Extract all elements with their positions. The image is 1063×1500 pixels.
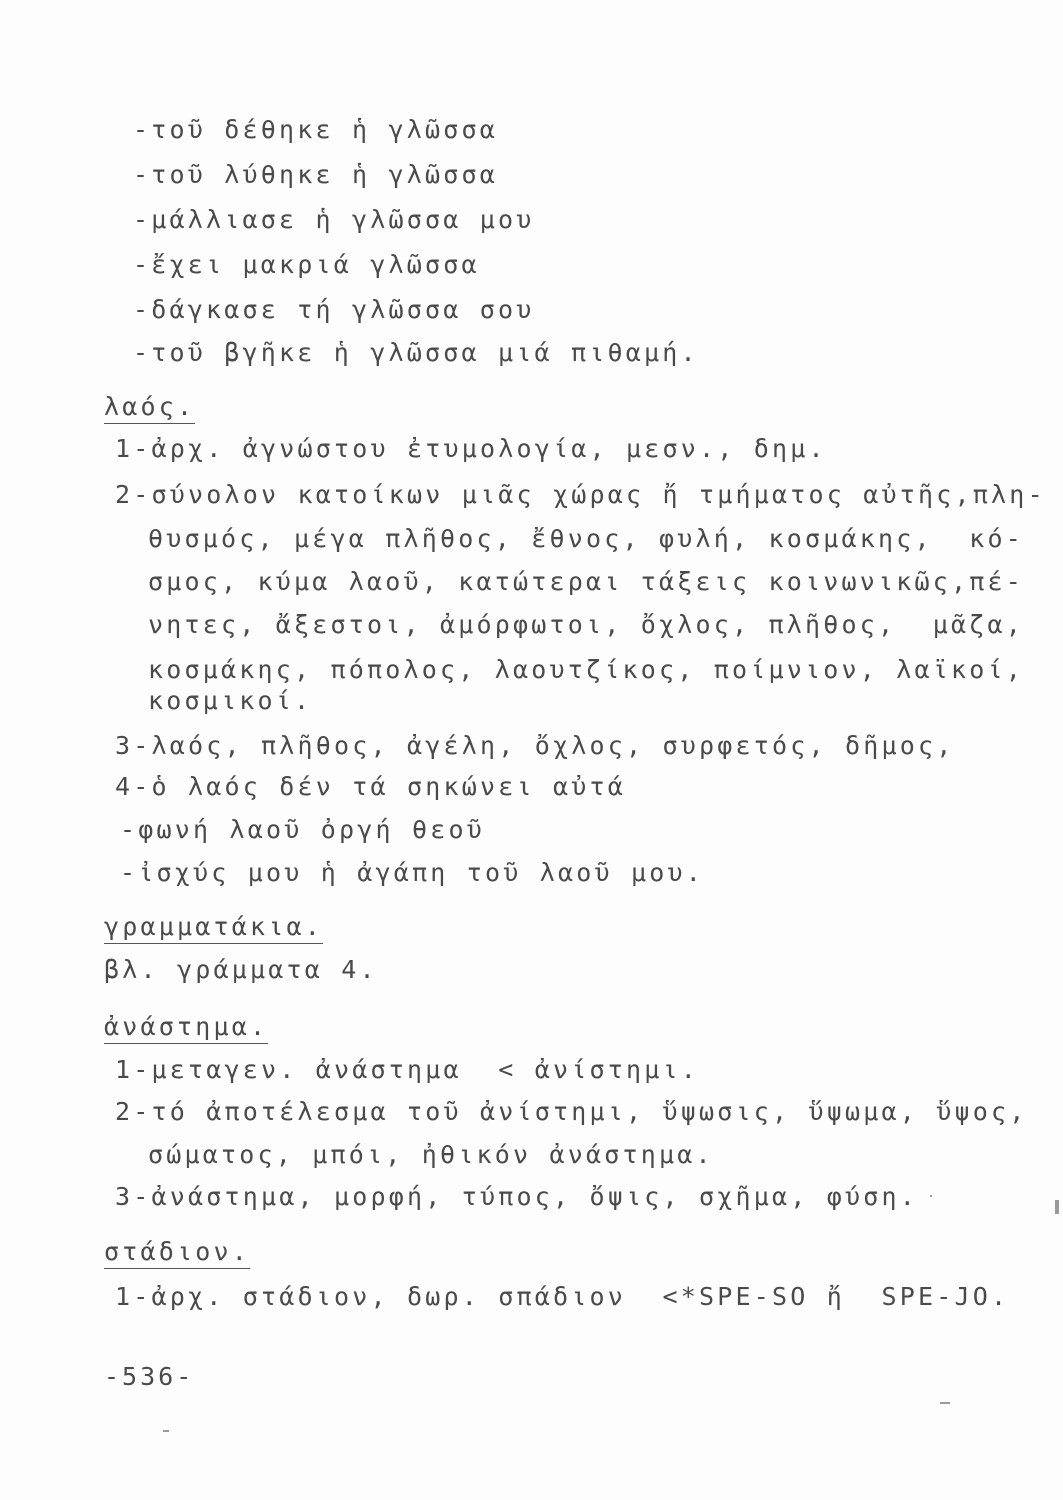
page-number: -536- xyxy=(104,1362,195,1391)
definition-line: σμος, κύμα λαοῦ, κατώτεραι τάξεις κοινωνικῶς,πέ- xyxy=(148,567,1025,596)
idiom-line: -δάγκασε τή γλῶσσα σου xyxy=(133,295,535,324)
entry-heading-stadion: στάδιον. xyxy=(104,1237,250,1269)
definition-line: 1-ἀρχ. ἀγνώστου ἐτυμολογία, μεσν., δημ. xyxy=(115,434,827,463)
idiom-line: -τοῦ λύθηκε ἡ γλῶσσα xyxy=(133,160,499,189)
scan-speck xyxy=(930,1195,932,1197)
definition-line: 3-ἀνάστημα, μορφή, τύπος, ὄψις, σχῆμα, φύση. xyxy=(115,1182,919,1211)
definition-line: 2-σύνολον κατοίκων μιᾶς χώρας ἤ τμήματος αὐτῆς,πλη- xyxy=(115,480,1046,509)
idiom-line: -τοῦ βγῆκε ἡ γλῶσσα μιά πιθαμή. xyxy=(133,338,699,367)
definition-line: 2-τό ἀποτέλεσμα τοῦ ἀνίστημι, ὕψωσις, ὕψωμα, ὕψος, xyxy=(115,1097,1028,1126)
definition-line: σώματος, μπόι, ἠθικόν ἀνάστημα. xyxy=(148,1140,714,1169)
definition-line: θυσμός, μέγα πλῆθος, ἔθνος, φυλή, κοσμάκης, κό- xyxy=(148,524,1025,553)
idiom-line: -μάλλιασε ἡ γλῶσσα μου xyxy=(133,205,535,234)
scan-speck xyxy=(1055,1200,1059,1214)
scan-speck xyxy=(163,1430,169,1432)
entry-heading-anastima: ἀνάστημα. xyxy=(104,1012,268,1044)
entry-heading-grammatakia: γραμματάκια. xyxy=(104,912,323,944)
definition-line: βλ. γράμματα 4. xyxy=(104,955,378,984)
definition-line: 3-λαός, πλῆθος, ἀγέλη, ὄχλος, συρφετός, δῆμος, xyxy=(115,731,955,760)
definition-line: 1-μεταγεν. ἀνάστημα < ἀνίστημι. xyxy=(115,1055,700,1084)
definition-line: νητες, ἄξεστοι, ἀμόρφωτοι, ὄχλος, πλῆθος, μᾶζα, xyxy=(148,610,1025,639)
idiom-line: -ἔχει μακριά γλῶσσα xyxy=(133,250,480,279)
definition-line: -ἰσχύς μου ἡ ἀγάπη τοῦ λαοῦ μου. xyxy=(120,858,705,887)
idiom-line: -τοῦ δέθηκε ἡ γλῶσσα xyxy=(133,115,499,144)
scan-speck xyxy=(940,1402,950,1404)
definition-line: κοσμάκης, πόπολος, λαουτζίκος, ποίμνιον, λαϊκοί, xyxy=(148,655,1025,684)
definition-line: -φωνή λαοῦ ὀργή θεοῦ xyxy=(120,815,486,844)
definition-line: 1-ἀρχ. στάδιον, δωρ. σπάδιον <*SPE-SO ἤ SPE-JO. xyxy=(115,1282,1010,1311)
definition-line: κοσμικοί. xyxy=(148,686,313,715)
definition-line: 4-ὁ λαός δέν τά σηκώνει αὐτά xyxy=(115,772,627,801)
entry-heading-laos: λαός. xyxy=(104,392,195,424)
